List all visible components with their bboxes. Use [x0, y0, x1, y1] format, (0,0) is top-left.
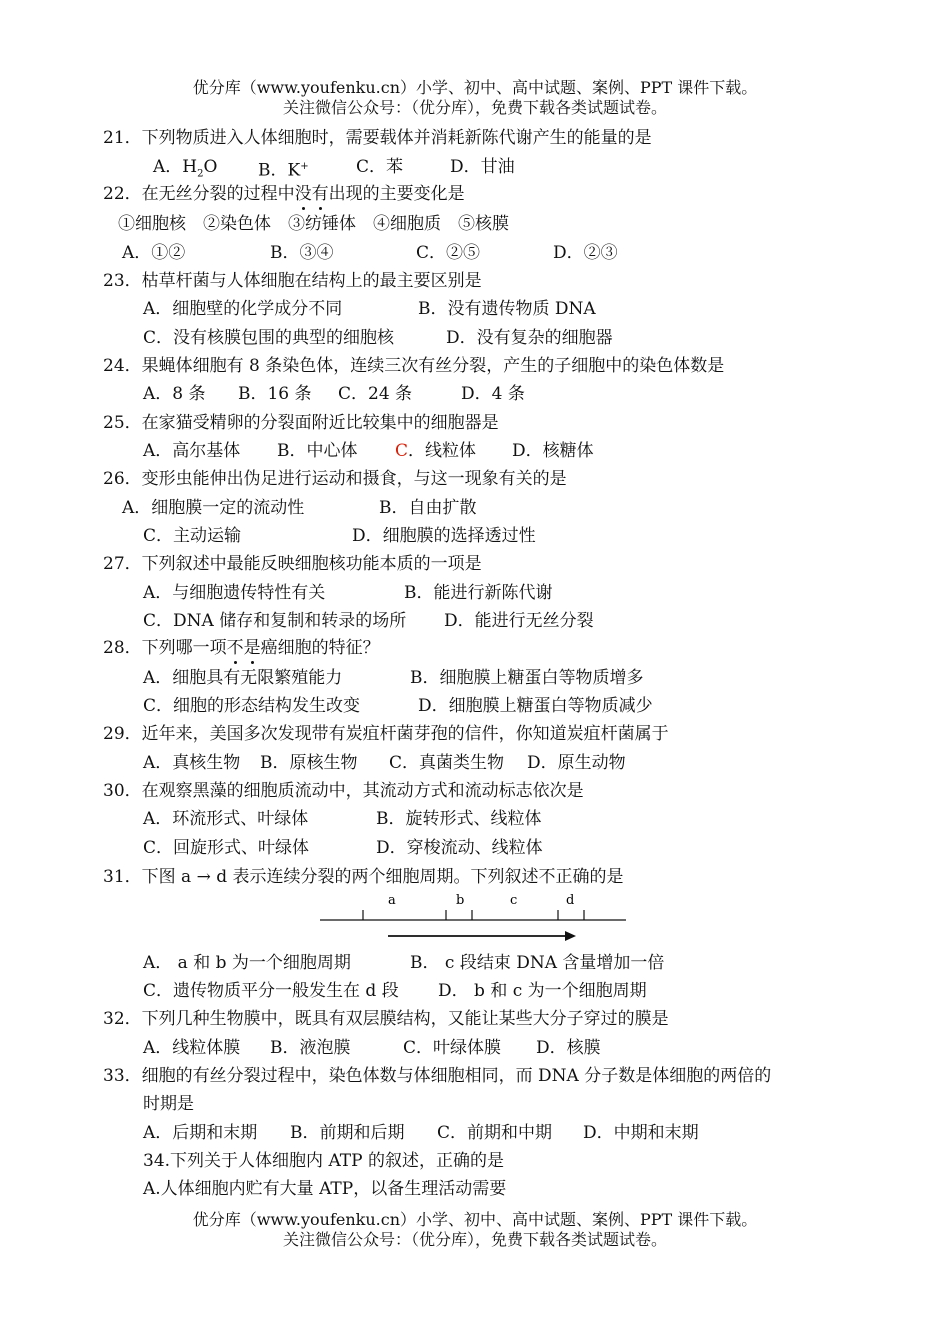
q32-stem: 32．下列几种生物膜中，既具有双层膜结构，又能让某些大分子穿过的膜是	[103, 1009, 669, 1029]
footer-line-2: 关注微信公众号：（优分库），免费下载各类试题试卷。	[282, 1230, 667, 1249]
q32-option-d: D．核膜	[536, 1038, 601, 1058]
segment-label-b: b	[456, 893, 465, 908]
q31-option-c: C．遗传物质平分一般发生在 d 段	[143, 981, 399, 1001]
q24-option-d: D．4 条	[461, 384, 525, 404]
q21-option-a: A．$H_2O$	[153, 157, 218, 180]
q30-option-a: A．环流形式、叶绿体	[143, 809, 309, 829]
emphasis-dot-char: 是	[243, 638, 261, 658]
q31-stem: 31．下图 a → d 表示连续分裂的两个细胞周期。下列叙述不正确的是	[103, 867, 624, 887]
q22-stem: 22．在无丝分裂的过程中没有出现的主要变化是	[103, 184, 465, 204]
segment-label-a: a	[388, 893, 396, 908]
arrow-head-icon	[565, 931, 576, 941]
q24-option-a: A．8 条	[143, 384, 206, 404]
q31-option-a: A． a 和 b 为一个细胞周期	[143, 953, 351, 973]
q29-option-a: A．真核生物	[143, 753, 241, 773]
segment-label-c: c	[510, 893, 518, 908]
q23-option-d: D．没有复杂的细胞器	[446, 328, 613, 348]
q33-option-d: D．中期和末期	[583, 1123, 699, 1143]
q25-option-b: B．中心体	[277, 441, 358, 461]
header-line-2: 关注微信公众号：（优分库），免费下载各类试题试卷。	[282, 98, 667, 117]
q28-option-c: C．细胞的形态结构发生改变	[143, 696, 361, 716]
q28-option-d: D．细胞膜上糖蛋白等物质减少	[418, 696, 653, 716]
q32-option-b: B．液泡膜	[270, 1038, 351, 1058]
q33-stem-continued: 时期是	[143, 1094, 194, 1114]
q26-option-d: D．细胞膜的选择透过性	[352, 526, 536, 546]
q29-option-d: D．原生动物	[527, 753, 626, 773]
q27-stem: 27．下列叙述中最能反映细胞核功能本质的一项是	[103, 554, 482, 574]
q30-option-b: B．旋转形式、线粒体	[376, 809, 542, 829]
q30-stem: 30．在观察黑藻的细胞质流动中，其流动方式和流动标志依次是	[103, 781, 584, 801]
q26-option-a: A．细胞膜一定的流动性	[122, 498, 305, 518]
q25-option-a: A．高尔基体	[143, 441, 241, 461]
q34-option-a: A.人体细胞内贮有大量 ATP，以备生理活动需要	[143, 1179, 507, 1199]
q29-stem: 29．近年来，美国多次发现带有炭疽杆菌芽孢的信件，你知道炭疽杆菌属于	[103, 724, 669, 744]
q26-stem: 26．变形虫能伸出伪足进行运动和摄食，与这一现象有关的是	[103, 469, 567, 489]
q26-option-b: B．自由扩散	[379, 498, 477, 518]
q25-option-c: C．线粒体	[395, 441, 477, 461]
q23-stem: 23．枯草杆菌与人体细胞在结构上的最主要区别是	[103, 271, 482, 291]
q24-option-b: B．16 条	[238, 384, 312, 404]
q33-option-a: A．后期和末期	[143, 1123, 258, 1143]
q22-option-c: C．②⑤	[416, 243, 481, 263]
q28-option-a: A．细胞具有无限繁殖能力	[143, 668, 343, 688]
q21-option-c: C．苯	[356, 157, 404, 177]
q24-option-c: C．24 条	[338, 384, 413, 404]
q33-option-c: C．前期和中期	[437, 1123, 553, 1143]
q23-option-b: B．没有遗传物质 DNA	[418, 299, 596, 319]
q22-option-b: B．③④	[270, 243, 334, 263]
q32-option-c: C．叶绿体膜	[403, 1038, 502, 1058]
emphasis-dot-char: 有	[311, 184, 329, 204]
q26-option-c: C．主动运输	[143, 526, 242, 546]
segment-label-d: d	[566, 893, 575, 908]
q21-option-b: B．K+	[258, 160, 309, 181]
q27-option-a: A．与细胞遗传特性有关	[143, 583, 326, 603]
q29-option-c: C．真菌类生物	[389, 753, 505, 773]
q23-option-a: A．细胞壁的化学成分不同	[143, 299, 343, 319]
q30-option-c: C．回旋形式、叶绿体	[143, 838, 310, 858]
footer-line-1: 优分库（www.youfenku.cn）小学、初中、高中试题、案例、PPT 课件下载。	[192, 1210, 758, 1229]
q22-items: ①细胞核 ②染色体 ③纺锤体 ④细胞质 ⑤核膜	[118, 214, 509, 234]
cell-cycle-diagram	[318, 890, 628, 946]
emphasis-dot-char: 不	[226, 638, 244, 658]
q33-option-b: B．前期和后期	[290, 1123, 405, 1143]
emphasis-dot-char: 没	[294, 184, 312, 204]
q21-stem: 21．下列物质进入人体细胞时，需要载体并消耗新陈代谢产生的能量的是	[103, 128, 652, 148]
q27-option-c: C．DNA 储存和复制和转录的场所	[143, 611, 407, 631]
q32-option-a: A．线粒体膜	[143, 1038, 241, 1058]
q31-option-b: B． c 段结束 DNA 含量增加一倍	[410, 953, 665, 973]
q27-option-d: D．能进行无丝分裂	[444, 611, 594, 631]
q33-stem: 33．细胞的有丝分裂过程中，染色体数与体细胞相同，而 DNA 分子数是体细胞的两倍的	[103, 1066, 772, 1086]
q34-stem: 34.下列关于人体细胞内 ATP 的叙述，正确的是	[143, 1151, 504, 1171]
q29-option-b: B．原核生物	[260, 753, 358, 773]
q24-stem: 24．果蝇体细胞有 8 条染色体，连续三次有丝分裂，产生的子细胞中的染色体数是	[103, 356, 725, 376]
q22-option-a: A．①②	[122, 243, 186, 263]
q25-stem: 25．在家猫受精卵的分裂面附近比较集中的细胞器是	[103, 413, 499, 433]
header-line-1: 优分库（www.youfenku.cn）小学、初中、高中试题、案例、PPT 课件下载。	[192, 78, 758, 97]
q30-option-d: D．穿梭流动、线粒体	[376, 838, 543, 858]
q25-option-d: D．核糖体	[512, 441, 594, 461]
q31-option-d: D． b 和 c 为一个细胞周期	[438, 981, 647, 1001]
q21-option-d: D．甘油	[450, 157, 515, 177]
q23-option-c: C．没有核膜包围的典型的细胞核	[143, 328, 395, 348]
q28-option-b: B．细胞膜上糖蛋白等物质增多	[410, 668, 644, 688]
q28-stem: 28．下列哪一项不是癌细胞的特征？	[103, 638, 380, 658]
q27-option-b: B．能进行新陈代谢	[404, 583, 553, 603]
q22-option-d: D．②③	[553, 243, 618, 263]
